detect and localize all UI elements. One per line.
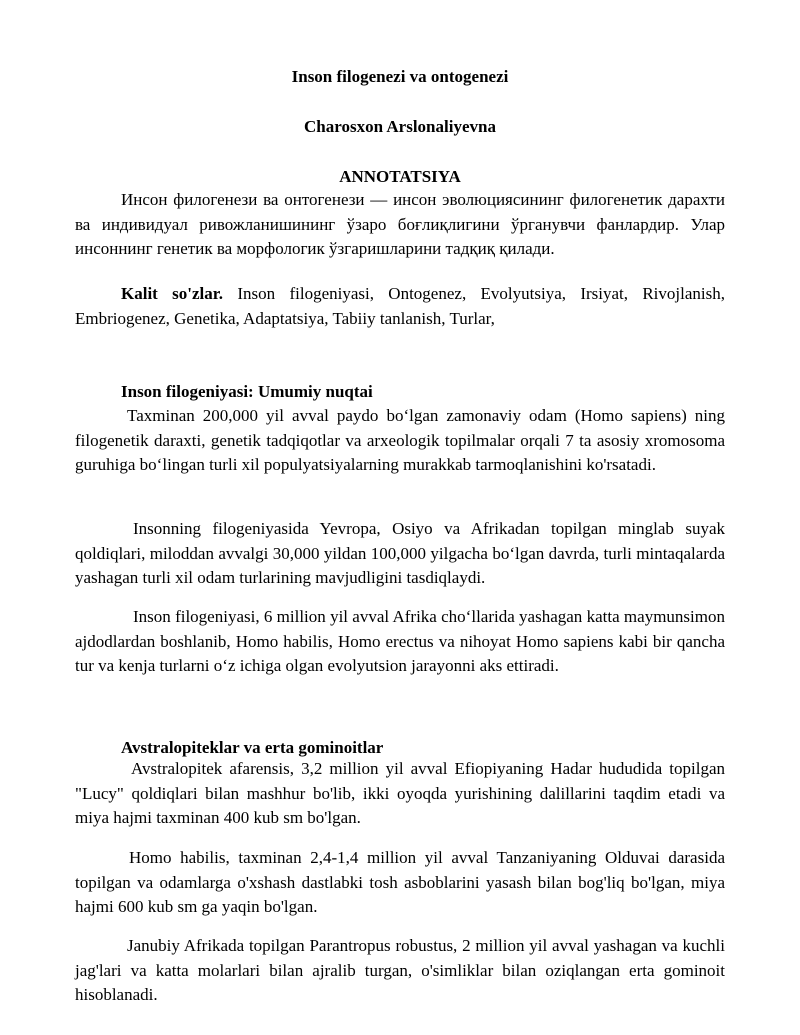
- body-paragraph: Janubiy Afrikada topilgan Parantropus robustus, 2 million yil avval yashagan va kuchli jag'lari va katta molarlari bilan ajralib turgan, o'simliklar bilan oziqlangan erta gominoit hisoblanadi.: [75, 936, 725, 1004]
- keywords-label: Kalit so'zlar.: [121, 284, 224, 303]
- section-heading: Avstralopiteklar va erta gominoitlar: [121, 738, 384, 757]
- annotation-paragraph: Инсон филогенези ва онтогенези — инсон эволюциясининг филогенетик дарахти ва индивидуал ривожланишининг ўзаро боғлиқлигини ўрганувчи фанлардир. Улар инсоннинг генетик ва морфологик ўзгаришларини тадқиқ қилади.: [75, 190, 725, 258]
- body-paragraph: Taxminan 200,000 yil avval paydo bo‘lgan zamonaviy odam (Homo sapiens) ning filogenetik daraxti, genetik tadqiqotlar va arxeologik topilmalar orqali 7 ta asosiy xromosoma guruhiga bo‘lingan turli xil populyatsiyalarning murakkab tarmoqlanishini ko'rsatadi.: [75, 406, 725, 474]
- body-paragraph: Insonning filogeniyasida Yevropa, Osiyo va Afrikadan topilgan minglab suyak qoldiqlari, miloddan avvalgi 30,000 yildan 100,000 yilgacha bo‘lgan davrda, turli mintaqalarda yashagan turli xil odam turlarining mavjudligini tasdiqlaydi.: [75, 519, 725, 587]
- body-paragraph: Homo habilis, taxminan 2,4-1,4 million yil avval Tanzaniyaning Olduvai darasida topilgan va odamlarga o'xshash dastlabki tosh asboblarini yasash bilan bog'liq bo'lgan, miya hajmi 600 kub sm ga yaqin bo'lgan.: [75, 848, 725, 916]
- section-heading: Inson filogeniyasi: Umumiy nuqtai: [121, 382, 373, 401]
- author-name: Charosxon Arslonaliyevna: [304, 117, 496, 136]
- body-paragraph: Inson filogeniyasi, 6 million yil avval Afrika cho‘llarida yashagan katta maymunsimon ajdodlardan boshlanib, Homo habilis, Homo erectus va nihoyat Homo sapiens kabi bir qancha tur va kenja turlarni o‘z ichiga olgan evolyutsion jarayonni aks ettiradi.: [75, 607, 725, 675]
- annotation-heading: ANNOTATSIYA: [339, 167, 461, 186]
- keywords-list: Inson filogeniyasi, Ontogenez, Evolyutsiya, Irsiyat, Rivojlanish, Embriogenez, Genetika, Adaptatsiya, Tabiiy tanlanish, Turlar,: [75, 284, 725, 328]
- keywords-paragraph: [75, 282, 725, 331]
- body-paragraph: Avstralopitek afarensis, 3,2 million yil avval Efiopiyaning Hadar hududida topilgan "Lucy" qoldiqlari bilan mashhur bo'lib, ikki oyoqda yurishining dalillarini taqdim etadi va miya hajmi taxminan 400 kub sm bo'lgan.: [75, 759, 725, 827]
- document-title: Inson filogenezi va ontogenezi: [291, 67, 509, 86]
